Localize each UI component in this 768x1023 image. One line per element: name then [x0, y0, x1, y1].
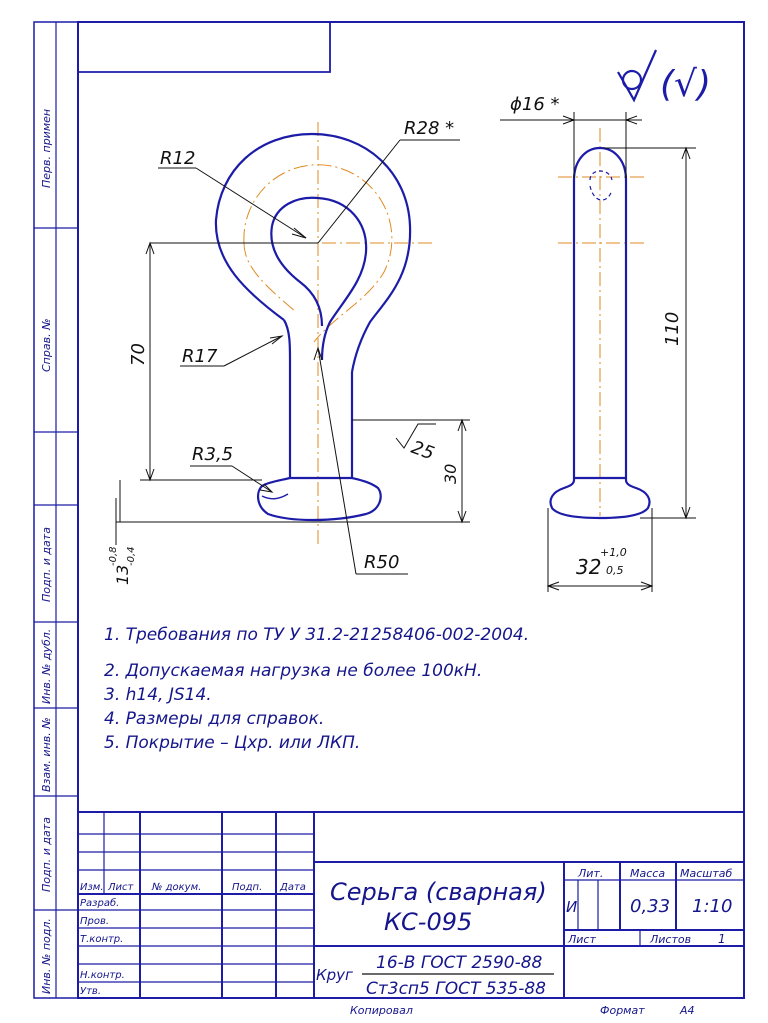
listov-label: Листов — [650, 933, 692, 946]
side-label-podp-data-1: Подп. и дата — [40, 527, 53, 602]
massa-header: Масса — [630, 867, 666, 880]
row-nkontr-label: Н.контр. — [80, 970, 125, 981]
dim-dia16: ϕ16 * — [510, 94, 560, 115]
footer-format-label: Формат — [600, 1004, 645, 1017]
col-list-label: Лист — [108, 882, 134, 893]
col-docnum-label: № докум. — [152, 882, 202, 893]
dim-110: 110 — [662, 311, 683, 346]
dim-13: 13 — [113, 564, 132, 585]
note-5: 5. Покрытие – Цхр. или ЛКП. — [104, 733, 361, 753]
listov-value: 1 — [718, 932, 726, 946]
dim-r3-5: R3,5 — [192, 444, 234, 465]
masshtab-header: Масштаб — [680, 867, 733, 880]
dim-r28: R28 * — [404, 118, 455, 139]
roughness-general-label: (√) — [660, 64, 712, 105]
note-4: 4. Размеры для справок. — [104, 709, 325, 729]
masshtab-value: 1:10 — [692, 896, 733, 917]
row-tkontr-label: Т.контр. — [80, 934, 124, 945]
col-data-label: Дата — [280, 882, 306, 893]
row-utv-label: Утв. — [80, 986, 101, 997]
dim-32-lower: 0,5 — [606, 564, 624, 577]
lit-header: Лит. — [578, 867, 604, 880]
dim-r50: R50 — [364, 552, 400, 573]
technical-notes — [104, 625, 529, 753]
material-prefix: Круг — [316, 966, 353, 984]
dim-13-lower: -0,4 — [126, 546, 137, 566]
dim-70: 70 — [128, 343, 149, 366]
row-razrab-label: Разраб. — [80, 898, 120, 909]
col-podp-label: Подп. — [232, 882, 263, 893]
drawing-title-line2: КС-095 — [384, 908, 473, 936]
dim-r17: R17 — [182, 346, 218, 367]
side-view — [500, 112, 696, 592]
col-izm-label: Изм. — [80, 882, 104, 893]
side-dimensions — [500, 112, 696, 592]
dim-32: 32 — [576, 555, 602, 579]
side-centerlines — [558, 128, 644, 516]
footer-kopiroval: Копировал — [350, 1004, 413, 1017]
note-2: 2. Допускаемая нагрузка не более 100кН. — [104, 661, 483, 681]
side-labels — [40, 109, 53, 994]
hook-front-view — [202, 122, 432, 545]
side-label-sprav-no: Справ. № — [40, 318, 53, 372]
material-denominator: Ст3сп5 ГОСТ 535-88 — [366, 979, 546, 999]
footer-format-value: А4 — [680, 1004, 695, 1017]
side-label-vzam-inv: Взам. инв. № — [40, 717, 53, 792]
note-3: 3. h14, JS14. — [104, 685, 212, 705]
side-label-podp-data-2: Подп. и дата — [40, 817, 53, 892]
massa-value: 0,33 — [630, 896, 671, 917]
dim-13-upper: -0,8 — [108, 546, 119, 566]
note-1: 1. Требования по ТУ У 31.2-21258406-002-2004. — [104, 625, 530, 645]
dimension-texts — [108, 94, 683, 585]
hook-centerlines — [202, 122, 432, 545]
material-numerator: 16-В ГОСТ 2590-88 — [376, 953, 543, 973]
list-label: Лист — [568, 933, 596, 946]
side-label-inv-dubl: Инв. № дубл. — [40, 628, 53, 704]
roughness-general-icon — [618, 50, 711, 105]
side-label-inv-podl: Инв. № подл. — [40, 918, 53, 994]
dim-r12: R12 — [160, 148, 196, 169]
row-prov-label: Пров. — [80, 916, 110, 927]
dim-30: 30 — [441, 463, 460, 484]
title-block-texts — [80, 867, 732, 1017]
drawing-title-line1: Серьга (сварная) — [330, 878, 547, 906]
dim-roughness-25: 25 — [408, 436, 437, 465]
dim-32-upper: +1,0 — [600, 546, 627, 559]
side-label-perv-primen: Перв. примен — [40, 108, 53, 188]
lit-value: И — [566, 898, 578, 916]
front-dimensions — [116, 140, 470, 574]
hook-contour — [216, 134, 410, 520]
